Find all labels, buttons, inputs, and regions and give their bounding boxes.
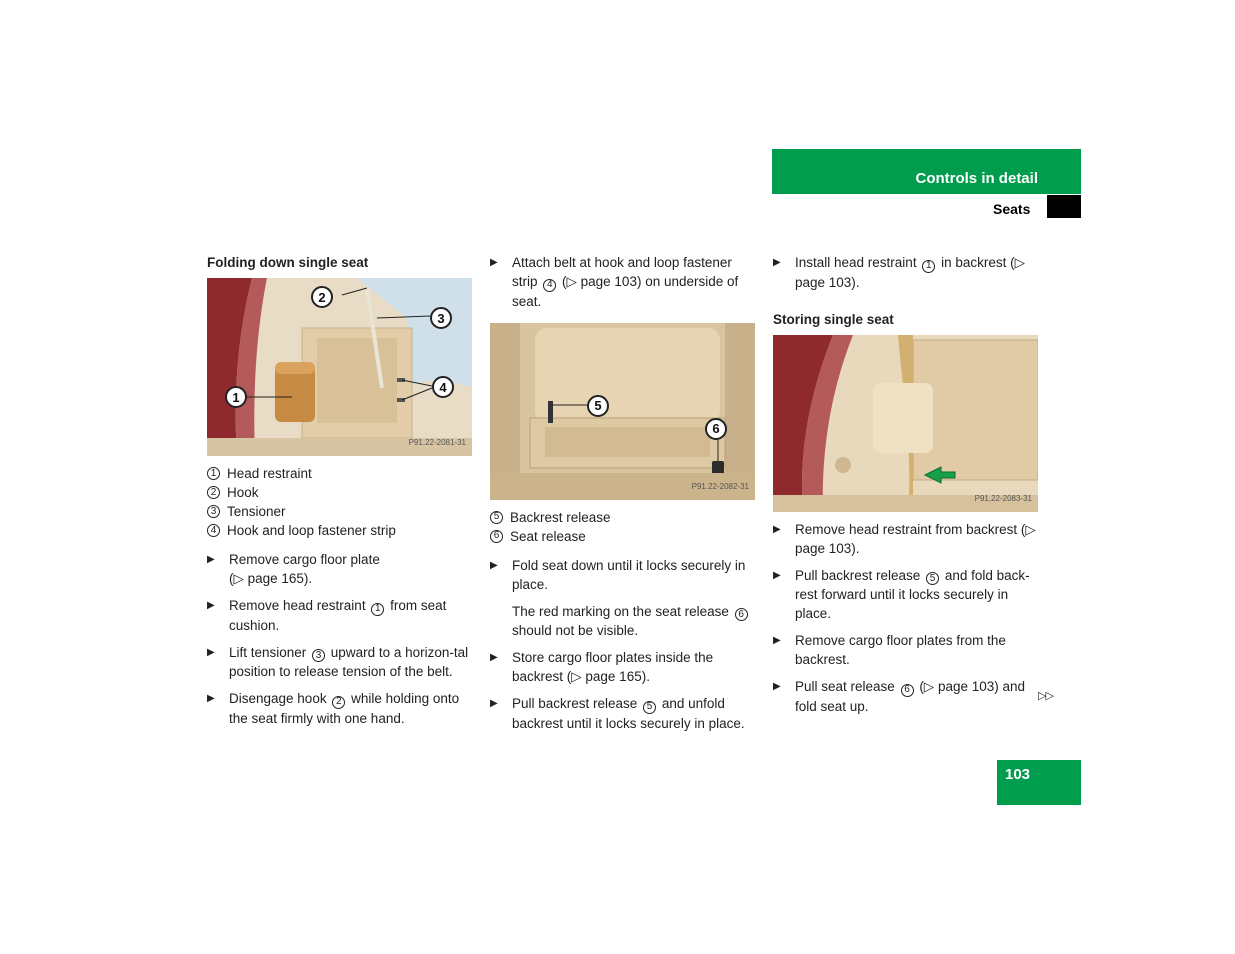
step-text: while holding onto the seat firmly with one hand. (229, 691, 460, 726)
column-3 (773, 253, 1039, 724)
step-text: Remove head restraint from backrest (▷ page 103). (795, 521, 1036, 556)
triangle-bullet-icon: ▶ (490, 698, 498, 709)
callout-3: 3 (430, 307, 452, 329)
step-text: and unfold backrest until it locks securely in place. (512, 696, 745, 731)
step-text: Attach belt at hook and loop fastener strip (512, 255, 732, 289)
legend-label: Hook and loop fastener strip (227, 523, 396, 538)
callout-6: 6 (705, 418, 727, 440)
triangle-bullet-icon: ▶ (773, 635, 781, 646)
triangle-bullet-icon: ▶ (773, 257, 781, 268)
callout-1: 1 (225, 386, 247, 408)
callout-2: 2 (311, 286, 333, 308)
legend-item (490, 527, 756, 546)
step-item (490, 694, 756, 733)
step-item (207, 689, 473, 728)
step-text: Install head restraint (795, 255, 921, 270)
step-text: Lift tensioner (229, 644, 311, 660)
column-2 (490, 253, 756, 741)
legend-label: Tensioner (227, 504, 286, 519)
legend-number: 4 (207, 524, 220, 537)
section-title: Seats (993, 201, 1031, 217)
legend-item (207, 521, 473, 540)
callout-5: 5 (587, 395, 609, 417)
step-text: upward to a horizon-tal position to release tension of the belt. (229, 644, 469, 679)
figure-folding-down (207, 278, 472, 456)
triangle-bullet-icon: ▶ (773, 569, 781, 581)
step-item (490, 648, 756, 686)
step-text: from seat cushion. (229, 598, 447, 633)
step-text: Remove cargo floor plates from the backrest. (795, 633, 1006, 667)
legend-label: Hook (227, 485, 259, 500)
step-item (773, 253, 1039, 292)
step-text: Store cargo floor plates inside the backrest (▷ page 165). (512, 650, 714, 684)
step-text: Fold seat down until it locks securely in place. (512, 557, 746, 592)
triangle-bullet-icon: ▶ (207, 693, 215, 704)
seat-illustration-2 (490, 323, 755, 500)
ref-number: 5 (643, 701, 656, 714)
ref-number: 1 (371, 603, 384, 616)
legend (490, 508, 756, 546)
heading-storing: Storing single seat (773, 311, 894, 327)
legend-number: 6 (490, 530, 503, 543)
legend-number: 3 (207, 505, 220, 518)
step-text: Remove cargo floor plate (229, 552, 380, 567)
callout-4: 4 (432, 376, 454, 398)
legend-label: Backrest release (510, 509, 611, 525)
triangle-bullet-icon: ▶ (207, 646, 215, 658)
section-tab-marker (1047, 195, 1081, 218)
ref-number: 1 (922, 260, 935, 273)
seat-illustration-3 (773, 335, 1038, 512)
figure-storing (773, 335, 1038, 512)
note-text (490, 602, 756, 641)
figure-code: P91.22-2081-31 (408, 438, 466, 447)
ref-number: 3 (312, 649, 325, 662)
step-item (207, 550, 473, 588)
ref-number: 5 (926, 572, 939, 585)
step-text: Disengage hook (229, 691, 331, 706)
legend-item (207, 502, 473, 521)
ref-number: 6 (901, 684, 914, 697)
legend-item (207, 464, 473, 483)
figure-code: P91.22-2083-31 (974, 493, 1032, 503)
seat-illustration-1 (207, 278, 472, 456)
column-1 (207, 253, 473, 736)
triangle-bullet-icon: ▶ (490, 257, 498, 268)
page-number: 103 (1005, 766, 1031, 783)
legend-item (490, 508, 756, 527)
step-item (490, 253, 756, 311)
figure-code: P91.22-2082-31 (691, 481, 749, 491)
step-item (207, 643, 473, 682)
triangle-bullet-icon: ▶ (490, 652, 498, 663)
legend-number: 2 (207, 486, 220, 499)
header-bar (772, 149, 1081, 194)
step-text: (▷ page 103) and fold seat up. (795, 679, 1026, 714)
triangle-bullet-icon: ▶ (207, 600, 215, 611)
step-item (773, 631, 1039, 669)
step-text: Pull seat release (795, 679, 899, 694)
legend (207, 464, 473, 540)
legend-label: Head restraint (227, 466, 312, 481)
chapter-title: Controls in detail (915, 170, 1038, 187)
triangle-bullet-icon: ▶ (773, 681, 781, 692)
step-text: in backrest (▷ page 103). (795, 255, 1025, 290)
page-number-box (997, 760, 1081, 805)
figure-seat-release (490, 323, 755, 500)
step-item (490, 556, 756, 594)
heading-folding-down: Folding down single seat (207, 255, 369, 270)
steps-list (207, 550, 473, 728)
note-text-part: should not be visible. (512, 623, 639, 638)
note-text-part: The red marking on the seat release (512, 603, 733, 619)
legend-number: 1 (207, 467, 220, 480)
legend-label: Seat release (510, 528, 586, 544)
step-text: and fold back-rest forward until it locks securely in place. (795, 567, 1030, 621)
step-text: (▷ page 165). (229, 571, 313, 586)
legend-item (207, 483, 473, 502)
step-item (773, 520, 1039, 558)
step-item (773, 566, 1039, 624)
continue-marker: ▷▷ (1038, 690, 1053, 702)
step-item (773, 677, 1039, 716)
step-text: Pull backrest release (512, 696, 642, 711)
legend-number: 5 (490, 511, 503, 524)
triangle-bullet-icon: ▶ (207, 554, 215, 565)
triangle-bullet-icon: ▶ (490, 559, 498, 571)
steps-list (773, 520, 1039, 716)
step-text: Pull backrest release (795, 567, 925, 583)
step-text: Remove head restraint (229, 598, 370, 613)
step-item (207, 596, 473, 635)
step-text: (▷ page 103) on underside of seat. (512, 274, 739, 309)
triangle-bullet-icon: ▶ (773, 523, 781, 535)
ref-number: 4 (543, 279, 556, 292)
ref-number: 6 (735, 608, 748, 621)
ref-number: 2 (332, 696, 345, 709)
